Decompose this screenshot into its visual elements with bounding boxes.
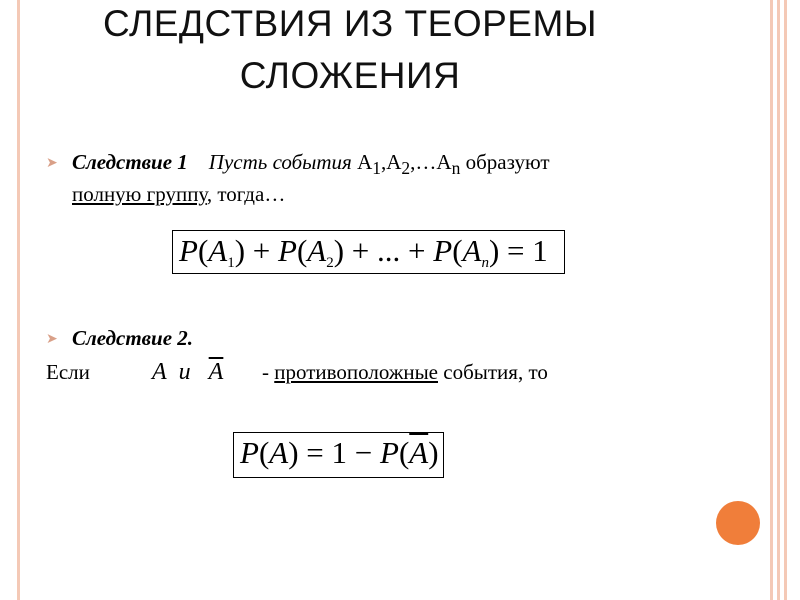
formula-complement-probability: $P(A) = 1 - P(\overline{A})$ bbox=[233, 432, 444, 478]
decorative-circle bbox=[716, 501, 760, 545]
title-line-1: СЛЕДСТВИЯ ИЗ ТЕОРЕМЫ bbox=[102, 3, 598, 44]
corollary-2-line bbox=[46, 356, 90, 388]
left-frame-line bbox=[17, 0, 20, 600]
full-group-link[interactable]: полную группу bbox=[72, 182, 207, 206]
event-a2: $A_2$ bbox=[386, 150, 411, 179]
bullet-arrow-icon: ➤ bbox=[46, 156, 58, 171]
title-line-2: СЛОЖЕНИЯ bbox=[239, 55, 461, 96]
opposite-events-link[interactable]: противоположные bbox=[274, 360, 438, 384]
right-frame-line-2 bbox=[777, 0, 780, 600]
right-frame-line-3 bbox=[784, 0, 787, 600]
corollary-2-rest: - противоположные события, то bbox=[262, 360, 548, 384]
formula-sum-probabilities: $P(A_1) + P(A_2)$ + ... + $P(A_n) = 1$ bbox=[172, 230, 565, 274]
slide-title bbox=[60, 0, 640, 102]
corollary-1-line-1: Следствие 1 Пусть события $A_1,A_2,\dots A_n$ образуют bbox=[72, 150, 550, 179]
event-a1: $A_1$ bbox=[357, 150, 381, 179]
bullet-arrow-icon: ➤ bbox=[46, 332, 58, 347]
corollary-1-verb: образуют bbox=[465, 150, 550, 174]
corollary-1-intro: Пусть события bbox=[208, 150, 352, 174]
right-frame-line-1 bbox=[770, 0, 773, 600]
event-an: $A_n$ bbox=[436, 150, 461, 179]
corollary-1-line-2 bbox=[72, 178, 285, 210]
corollary-1-label: Следствие 1 bbox=[72, 150, 188, 174]
corollary-2-label: Следствие 2. bbox=[72, 326, 194, 350]
events-a-and-abar: A и $\overline{A}$ bbox=[152, 359, 224, 385]
if-word: Если bbox=[46, 360, 90, 384]
corollary-1-tail: , тогда… bbox=[206, 182, 286, 206]
